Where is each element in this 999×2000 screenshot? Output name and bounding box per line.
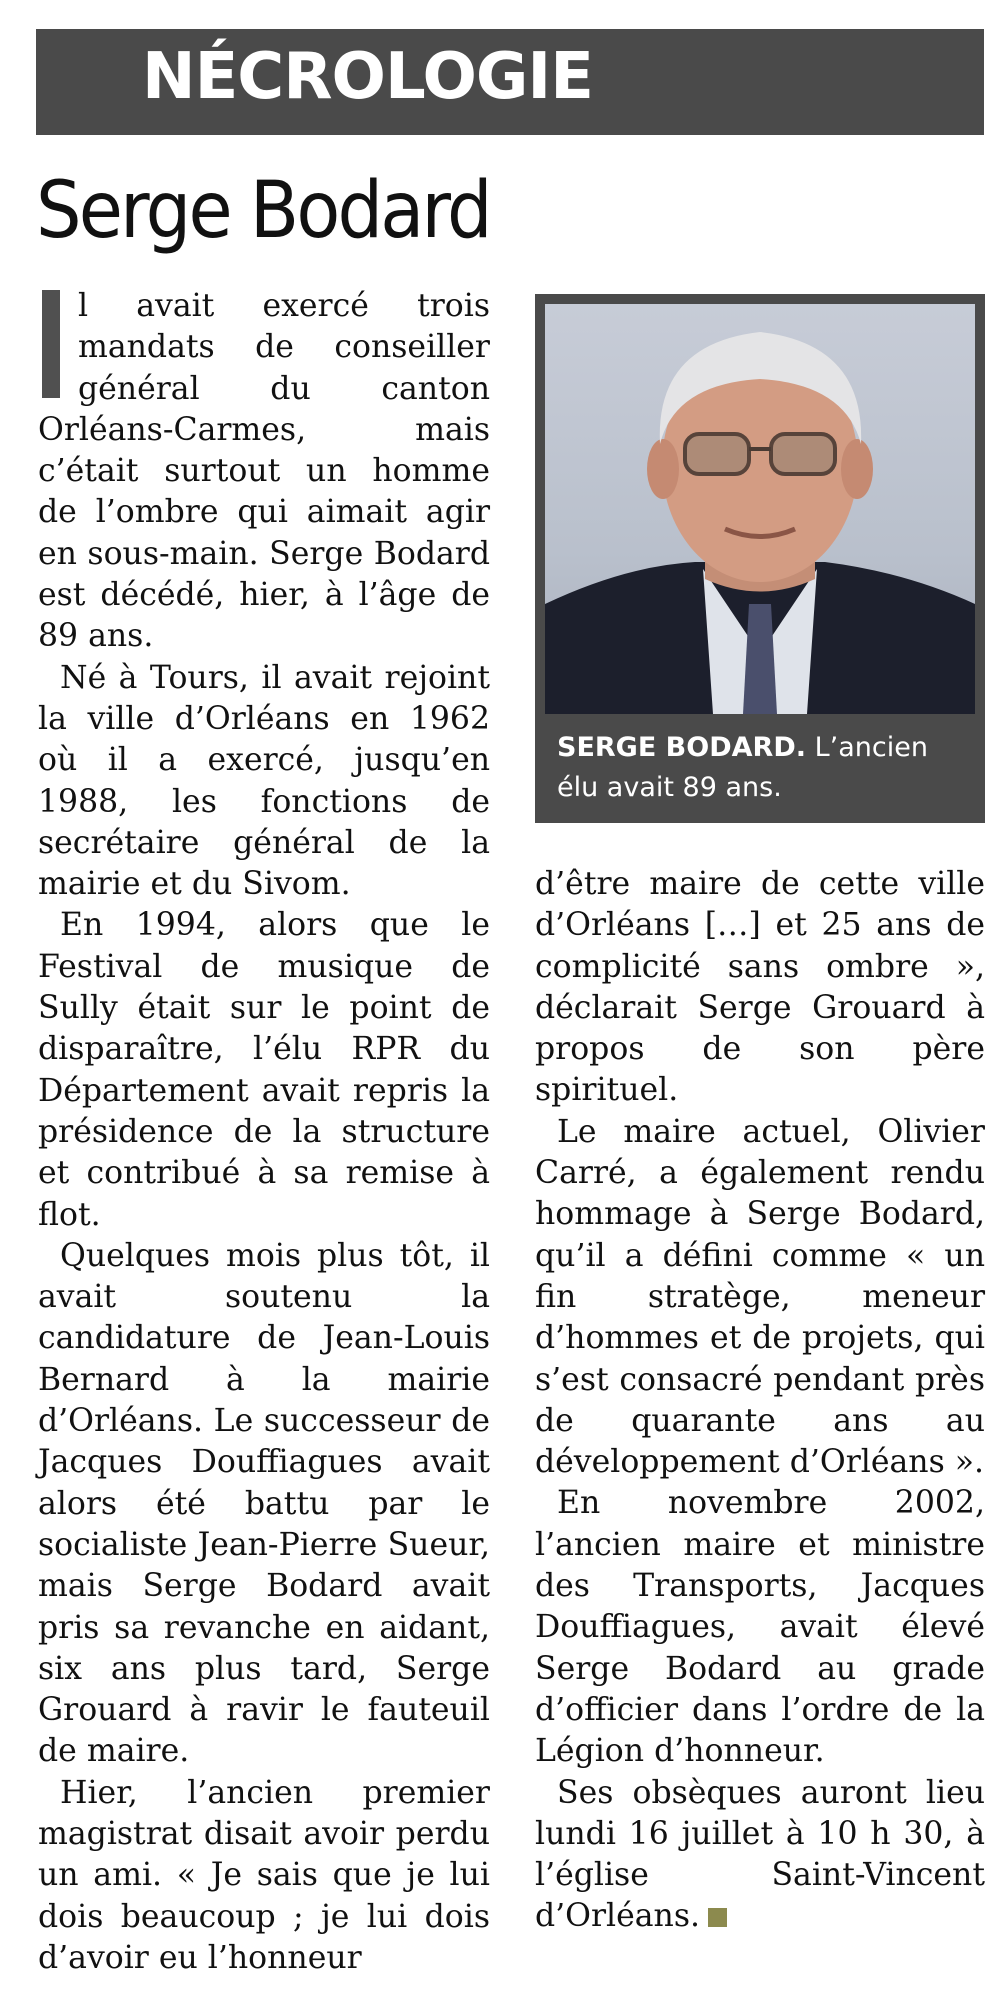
caption-name: SERGE BODARD. xyxy=(557,732,806,763)
article-paragraph: Né à Tours, il avait rejoint la ville d’Orléans en 1962 où il a exercé, jusqu’en 1988, les fonctions de secrétaire général de la mairie et du Sivom. xyxy=(38,659,490,903)
paragraph-text: l avait exercé trois mandats de conseiller général du canton Orléans-Carmes, mais c’était surtout un homme de l’ombre qui aimait agir en sous-main. Serge Bodard est décédé, hier, à l’âge de 89 ans. xyxy=(38,288,490,655)
photo-block xyxy=(535,294,985,823)
article-paragraph xyxy=(38,286,490,658)
portrait-photo xyxy=(545,304,975,714)
paragraph-text: Ses obsèques auront lieu lundi 16 juillet à 10 h 30, à l’église Saint-Vincent d’Orléans. xyxy=(535,1774,985,1935)
article-column-left xyxy=(38,286,490,1979)
caption-text: L’ancien élu avait 89 ans. xyxy=(557,732,928,803)
article-headline: Serge Bodard xyxy=(36,166,490,256)
article-column-right xyxy=(535,864,985,1938)
end-of-article-square-icon xyxy=(708,1908,727,1927)
article-paragraph: Le maire actuel, Olivier Carré, a également rendu hommage à Serge Bodard, qu’il a défini comme « un fin stratège, meneur d’hommes et de projets, qui s’est consacré pendant près de quarante ans au développement d’Orléans ». xyxy=(535,1113,985,1481)
article-paragraph: Hier, l’ancien premier magistrat disait avoir perdu un ami. « Je sais que je lui dois beaucoup ; je lui dois d’avoir eu l’honneur xyxy=(38,1774,490,1976)
drop-cap-bar-icon xyxy=(42,290,60,398)
section-banner xyxy=(36,29,984,135)
article-paragraph: En novembre 2002, l’ancien maire et ministre des Transports, Jacques Douffiagues, avait élevé Serge Bodard au grade d’officier dans l’ordre de la Légion d’honneur. xyxy=(535,1485,985,1770)
photo-caption xyxy=(557,728,969,808)
article-paragraph: d’être maire de cette ville d’Orléans […] et 25 ans de complicité sans ombre », déclarait Serge Grouard à propos de son père spirituel. xyxy=(535,866,985,1109)
article-paragraph: Quelques mois plus tôt, il avait soutenu la candidature de Jean-Louis Bernard à la mairie d’Orléans. Le successeur de Jacques Douffiagues avait alors été battu par le socialiste Jean-Pierre Sueur, mais Serge Bodard avait pris sa revanche en aidant, six ans plus tard, Serge Grouard à ravir le fauteuil de maire. xyxy=(38,1237,490,1770)
portrait-illustration xyxy=(545,304,975,714)
article-paragraph: En 1994, alors que le Festival de musique de Sully était sur le point de disparaître, l’élu RPR du Département avait repris la présidence de la structure et contribué à sa remise à flot. xyxy=(38,907,490,1233)
section-label: NÉCROLOGIE xyxy=(142,40,593,114)
article-paragraph xyxy=(535,1773,985,1938)
